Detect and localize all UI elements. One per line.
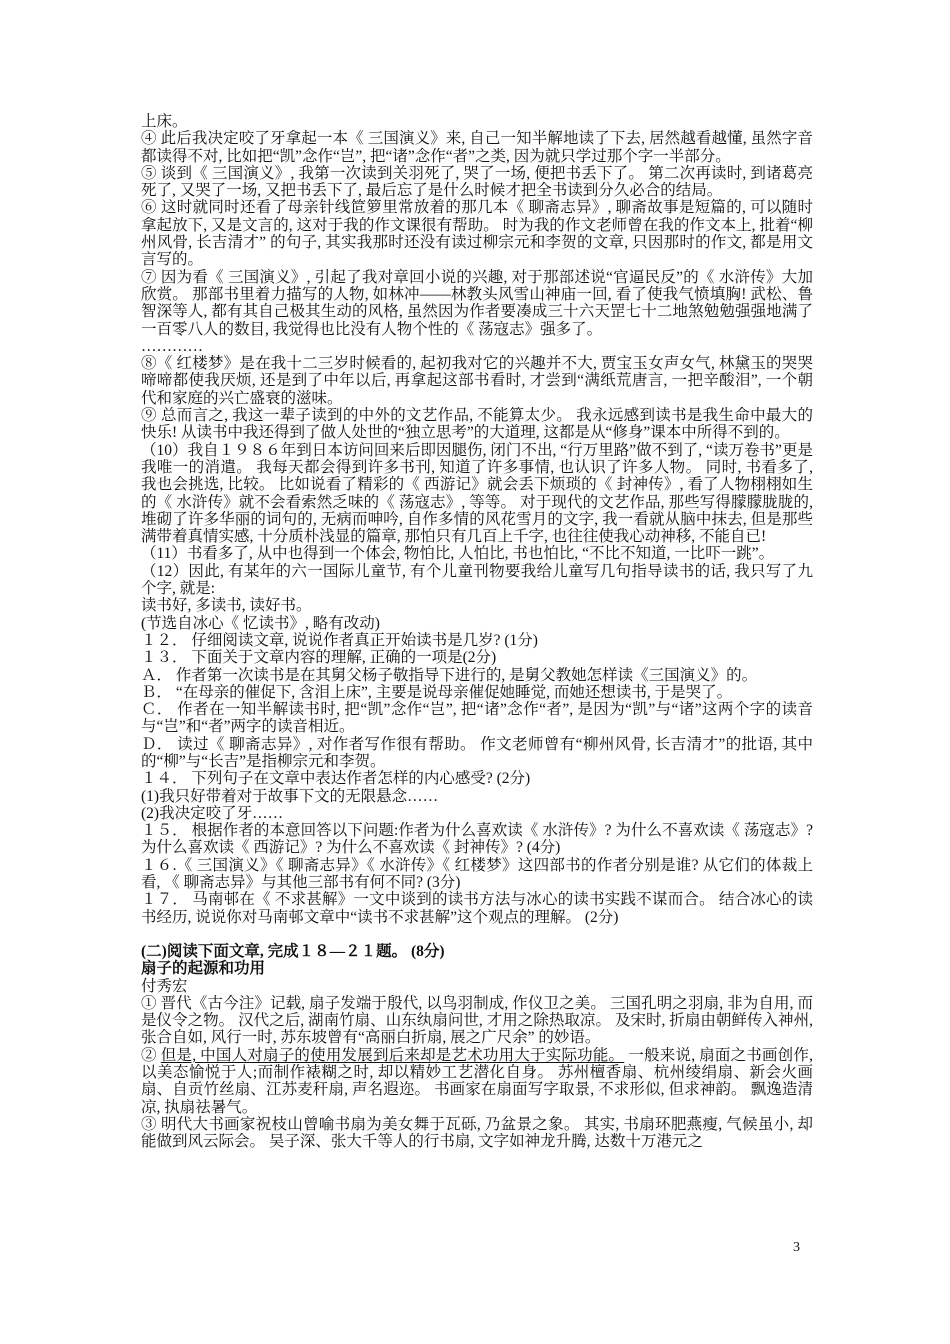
text-run: 一般来说, 扇面之书画创作, 以美态愉悦于人;而制作裱糊之时, 却以精妙工艺潜化自身。 苏州檀香扇、杭州绫绢扇、新会火画扇、自贡竹丝扇、江苏麦秆扇, 声名遐迩。 书画家在扇面写字取景, 不求形似, 但求神韵。 飘逸造清凉, 执扇祛暑气。 [141, 1046, 813, 1116]
question-13: １３． 下面关于文章内容的理解, 正确的一项是(2分) [141, 649, 497, 667]
para-6: ⑥ 这时就同时还看了母亲针线笸箩里常放着的那几本《 聊斋志异》, 聊斋故事是短篇的, 可以随时拿起放下, 又是文言的, 这对于我的作文课很有帮助。 时为我的作文老师曾在我的作文本上, 批着“柳州风骨, 长吉清才” 的句子, 其实我那时还没有读过柳宗元和李贺的文章, 只因那时的作文, 都是用文言写的。 [141, 199, 813, 269]
option-d: Ｄ． 读过《 聊斋志异》, 对作者写作很有帮助。 作文老师曾有“柳州风骨, 长吉清才”的批语, 其中的“柳”与“长吉”是指柳宗元和李贺。 [141, 735, 813, 770]
para-nine-words: 读书好, 多读书, 读好书。 [141, 597, 312, 615]
article-title: 扇子的起源和功用 [141, 960, 266, 978]
blank-line [141, 926, 813, 943]
para-7: ⑦ 因为看《 三国演义》, 引起了我对章回小说的兴趣, 对于那部述说“官逼民反”的《 水浒传》大加欣赏。 那部书里着力描写的人物, 如林冲——林教头风雪山神庙一回, 看了使我气愤填胸! 武松、鲁智深等人, 都有其自己极其生动的风格, 虽然因为作者要凑成三十六天罡七十二地煞勉勉强强地满了一百零八人的数目, 我觉得也比没有人物个性的《 荡寇志》强多了。 [141, 268, 813, 338]
document-content [141, 113, 813, 1151]
section-2-header: (二)阅读下面文章, 完成１８—２１题。 (8分) [141, 942, 445, 960]
question-14-item-2: (2)我决定咬了牙…… [141, 804, 284, 822]
article-para-1: ① 晋代《古今注》记载, 扇子发端于殷代, 以鸟羽制成, 作仪卫之美。 三国孔明之羽扇, 非为自用, 而是仪令之物。 汉代之后, 湖南竹扇、山东纨扇问世, 才用之除热取凉。 及宋时, 折扇由朝鲜传入神州, 张合自如, 风行一时, 苏东坡曾有“高丽白折扇, 展之广尺余” 的妙语。 [141, 994, 813, 1047]
question-14-item-1: (1)我只好带着对于故事下文的无限悬念…… [141, 787, 439, 805]
option-a: Ａ． 作者第一次读书是在其舅父杨子敬指导下进行的, 是舅父教她怎样读《三国演义》的。 [141, 666, 758, 684]
para-12: （12）因此, 有某年的六一国际儿童节, 有个儿童刊物要我给儿童写几句指导读书的话, 我只写了九个字, 就是: [141, 562, 813, 598]
option-b: Ｂ． “在母亲的催促下, 含泪上床”, 主要是说母亲催促她睡觉, 而她还想读书, 于是哭了。 [141, 683, 733, 701]
para-5: ⑤ 谈到《 三国演义》, 我第一次读到关羽死了, 哭了一场, 便把书丢下了。 第二次再读时, 到诸葛亮死了, 又哭了一场, 又把书丢下了, 最后忘了是什么时候才把全书读到分久必合的结局。 [141, 164, 813, 200]
option-c: Ｃ． 作者在一知半解读书时, 把“凯”念作“岂”, 把“诸”念作“者”, 是因为“凯”与“诸”这两个字的读音与“岂”和“者”两字的读音相近。 [141, 701, 813, 736]
para-ellipsis: ………… [141, 337, 203, 355]
page-number: 3 [793, 1240, 800, 1255]
para-4: ④ 此后我决定咬了牙拿起一本《 三国演义》来, 自己一知半解地读了下去, 居然越看越懂, 虽然字音都读得不对, 比如把“凯”念作“岂”, 把“诸”念作“者”之类, 因为就只学过那个字一半部分。 [141, 130, 813, 165]
question-15: １５． 根据作者的本意回答以下问题:作者为什么喜欢读《 水浒传》? 为什么不喜欢读《 荡寇志》? 为什么喜欢读《 西游记》? 为什么不喜欢读《 封神传》? (4分) [141, 822, 813, 857]
text-run: ② [141, 1046, 161, 1064]
question-14: １４． 下列句子在文章中表达作者怎样的内心感受? (2分) [141, 770, 531, 788]
para-9: ⑨ 总而言之, 我这一辈子读到的中外的文艺作品, 不能算太少。 我永远感到读书是我生命中最大的快乐! 从读书中我还得到了做人处世的“独立思考”的大道理, 这都是从“修身”课本中所得不到的。 [141, 407, 813, 442]
para-carryover: 上床。 [141, 113, 188, 130]
article-para-2 [141, 1047, 813, 1116]
question-17: １７． 马南邨在《 不求甚解》一文中谈到的读书方法与冰心的读书实践不谋而合。 结合冰心的读书经历, 说说你对马南邨文章中“读书不求甚解”这个观点的理解。 (2分) [141, 891, 813, 926]
para-source-note: (节选自冰心《 忆读书》, 略有改动) [141, 614, 380, 632]
para-10: （10）我自１９８６年到日本访问回来后即因腿伤, 闭门不出, “行万里路”做不到了, “读万卷书”更是我唯一的消遣。 我每天都会得到许多书刊, 知道了许多事情, 也认识了许多人物。 同时, 书看多了, 我也会挑选, 比较。 比如说看了精彩的《 西游记》就会丢下烦琐的《 封神传》, 看了人物栩栩如生的《 水浒传》就不会看索然乏味的《 荡寇志》, 等等。 对于现代的文艺作品, 那些写得朦朦胧胧的, 堆砌了许多华丽的词句的, 无病而呻吟, 自作多情的风花雪月的文字, 我一看就从脑中抹去, 但是那些满带着真情实感, 十分质朴浅显的篇章, 那怕只有几百上千字, 也往往使我心动神移, 不能自已! [141, 441, 813, 546]
question-12: １２． 仔细阅读文章, 说说作者真正开始读书是几岁? (1分) [141, 631, 538, 649]
underlined-sentence: 但是, 中国人对扇子的使用发展到后来却是艺术功用大于实际功能。 [160, 1046, 625, 1064]
para-11: （11）书看多了, 从中也得到一个体会, 物怕比, 人怕比, 书也怕比, “不比不知道, 一比吓一跳”。 [141, 545, 775, 563]
para-8: ⑧《 红楼梦》是在我十二三岁时候看的, 起初我对它的兴趣并不大, 贾宝玉女声女气, 林黛玉的哭哭啼啼都使我厌烦, 还是到了中年以后, 再拿起这部书看时, 才尝到“满纸荒唐言, 一把辛酸泪”, 一个朝代和家庭的兴亡盛衰的滋味。 [141, 355, 813, 407]
article-para-3: ③ 明代大书画家祝枝山曾喻书扇为美女舞于瓦砾, 乃盆景之象。 其实, 书扇环肥燕瘦, 气候虽小, 却能做到风云际会。 吴子深、张大千等人的行书扇, 文字如神龙升腾, 达数十万港元之 [141, 1115, 813, 1151]
question-16: １６.《 三国演义》《 聊斋志异》《 水浒传》《 红楼梦》这四部书的作者分别是谁? 从它们的体裁上看, 《 聊斋志异》与其他三部书有何不同? (3分) [141, 856, 813, 892]
article-author: 付秀宏 [141, 977, 188, 995]
